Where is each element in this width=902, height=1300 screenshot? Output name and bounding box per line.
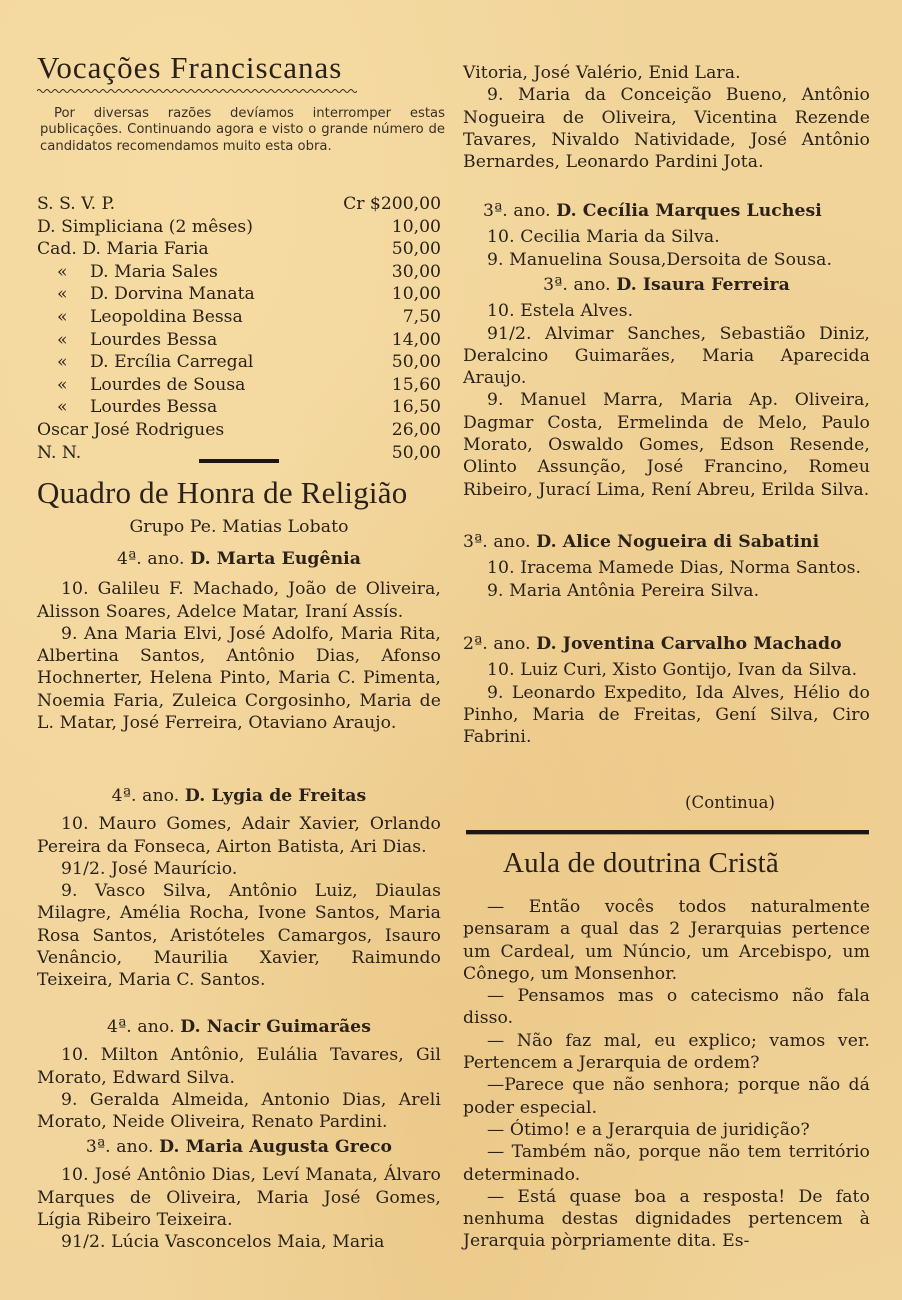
class-year: 4ª. ano. bbox=[106, 1017, 175, 1037]
ditto-mark: « bbox=[57, 397, 68, 418]
grade-list: 9. Manuel Marra, Maria Ap. Oliveira, Dagmar Costa, Ermelinda de Melo, Paulo Morato, Oswaldo Gomes, Edson Resende, Olinto Assunção, José Francino, Romeu Ribeiro, Jurací Lima, Rení Abreu, Erilda Silva. bbox=[463, 390, 870, 500]
class-section bbox=[463, 274, 870, 501]
dialogue-paragraph: — Também não, porque não tem território determinado. bbox=[463, 1142, 870, 1185]
donation-row bbox=[37, 374, 441, 397]
grade-list: 9. Maria da Conceição Bueno, Antônio Nogueira de Oliveira, Vicentina Rezende Tavares, Nivaldo Natividade, José Antônio Bernardes, Leonardo Pardini Jota. bbox=[463, 85, 870, 173]
class-year: 3ª. ano. bbox=[463, 532, 531, 552]
class-heading bbox=[37, 548, 441, 570]
ditto-mark: « bbox=[57, 261, 68, 282]
teacher-name: D. Marta Eugênia bbox=[190, 549, 362, 569]
grade-list: 9. Geralda Almeida, Antonio Dias, Areli Morato, Neide Oliveira, Renato Pardini. bbox=[37, 1089, 441, 1133]
dialogue-paragraph: — Ótimo! e a Jerarquia de juridição? bbox=[487, 1119, 810, 1140]
dialogue-paragraph: — Pensamos mas o catecismo não fala disso. bbox=[463, 986, 870, 1029]
grade-list: 9. Leonardo Expedito, Ida Alves, Hélio do Pinho, Maria de Freitas, Gení Silva, Ciro Fabrini. bbox=[463, 682, 870, 748]
donation-amount: 10,00 bbox=[391, 216, 441, 237]
aula-title: Aula de doutrina Cristã bbox=[503, 847, 780, 879]
donor-name: N. N. bbox=[37, 442, 82, 463]
teacher-name: D. Cecília Marques Luchesi bbox=[556, 201, 822, 221]
grade-list: 91/2. Alvimar Sanches, Sebastião Diniz, Deralcino Guimarães, Maria Aparecida Araujo. bbox=[463, 323, 870, 389]
class-year: 4ª. ano. bbox=[111, 786, 180, 806]
donation-row bbox=[37, 216, 441, 239]
donor-name: Lourdes Bessa bbox=[90, 397, 218, 418]
dialogue-paragraph: — Não faz mal, eu explico; vamos ver. Pertencem a Jerarquia de ordem? bbox=[463, 1030, 870, 1074]
dialogue-paragraph: —Parece que não senhora; porque não dá poder especial. bbox=[463, 1075, 870, 1118]
donor-name: Lourdes Bessa bbox=[90, 329, 218, 350]
section-divider bbox=[466, 830, 869, 834]
donation-row bbox=[37, 261, 441, 284]
class-year: 4ª. ano. bbox=[116, 549, 185, 569]
donation-amount: 10,00 bbox=[391, 284, 441, 305]
donation-amount: 15,60 bbox=[391, 374, 441, 395]
grade-list: 10. Milton Antônio, Eulália Tavares, Gil Morato, Edward Silva. bbox=[37, 1045, 441, 1088]
grade-list: 9. Vasco Silva, Antônio Luiz, Diaulas Milagre, Amélia Rocha, Ivone Santos, Maria Rosa Santos, Aristóteles Camargos, Isauro Venâncio, Maurilia Xavier, Raimundo Teixeira, Maria C. Santos. bbox=[37, 881, 441, 991]
teacher-name: D. Nacir Guimarães bbox=[180, 1017, 371, 1037]
quadro-title: Quadro de Honra de Religião bbox=[37, 475, 408, 510]
donor-name: D. Maria Sales bbox=[90, 261, 218, 282]
class-year: 3ª. ano. bbox=[85, 1137, 154, 1157]
grade-list: 10. Cecilia Maria da Silva. bbox=[487, 227, 720, 248]
grade-list: 9. Manuelina Sousa,Dersoita de Sousa. bbox=[487, 249, 833, 270]
grade-list: 9. Ana Maria Elvi, José Adolfo, Maria Rita, Albertina Santos, Antônio Dias, Afonso Hochnerter, Helena Pinto, Maria C. Pimenta, Noemia Faria, Zuleica Corgosinho, Maria de L. Matar, José Ferreira, Otaviano Araujo. bbox=[37, 623, 441, 734]
donor-name: Cad. D. Maria Faria bbox=[37, 239, 209, 260]
donation-row bbox=[37, 306, 441, 329]
donor-name: Oscar José Rodrigues bbox=[37, 419, 225, 440]
teacher-name: D. Lygia de Freitas bbox=[184, 786, 367, 806]
donor-name: D. Ercília Carregal bbox=[90, 352, 254, 373]
class-section bbox=[463, 633, 870, 748]
vocacoes-title: Vocações Franciscanas bbox=[37, 50, 343, 85]
donor-name: S. S. V. P. bbox=[37, 194, 116, 214]
class-year: 3ª. ano. bbox=[543, 275, 611, 295]
teacher-name: D. Joventina Carvalho Machado bbox=[536, 634, 842, 654]
donation-amount: 14,00 bbox=[391, 329, 441, 350]
class-heading bbox=[463, 274, 870, 296]
wavy-underline bbox=[37, 88, 357, 94]
continued-list bbox=[463, 62, 870, 173]
dialogue-paragraph: — Então vocês todos naturalmente pensaram a qual das 2 Jerarquias pertence um Cardeal, um Núncio, um Arcebispo, um Cônego, um Monsenhor. bbox=[463, 897, 870, 984]
grade-list: 10. Iracema Mamede Dias, Norma Santos. bbox=[487, 558, 862, 579]
dialogue-paragraph: — Está quase boa a resposta! De fato nenhuma destas dignidades pertencem à Jerarquia pòrpriamente dita. Es- bbox=[463, 1186, 870, 1252]
class-heading bbox=[463, 200, 870, 222]
ditto-mark: « bbox=[57, 306, 68, 327]
class-section bbox=[37, 548, 441, 734]
dialogue bbox=[463, 896, 870, 1253]
donor-name: D. Simpliciana (2 mêses) bbox=[37, 216, 253, 237]
class-section bbox=[37, 1016, 441, 1133]
ditto-mark: « bbox=[57, 374, 68, 395]
donation-amount: 50,00 bbox=[391, 352, 441, 373]
ditto-mark: « bbox=[57, 329, 68, 350]
continua-note: (Continua) bbox=[685, 793, 776, 812]
donation-row bbox=[37, 238, 441, 261]
donation-row bbox=[37, 329, 441, 352]
grade-list: 9. Maria Antônia Pereira Silva. bbox=[487, 580, 760, 601]
ditto-mark: « bbox=[57, 284, 68, 305]
quadro-group bbox=[37, 516, 441, 538]
class-section bbox=[37, 1136, 441, 1253]
donation-row bbox=[37, 419, 441, 442]
donation-amount: 7,50 bbox=[402, 306, 441, 327]
grade-list: 10. Estela Alves. bbox=[487, 301, 634, 322]
class-section bbox=[463, 531, 870, 602]
teacher-name: D. Isaura Ferreira bbox=[616, 275, 790, 295]
donations-list bbox=[37, 193, 441, 464]
donation-amount: 26,00 bbox=[391, 419, 441, 440]
donation-row bbox=[37, 351, 441, 374]
donation-row bbox=[37, 193, 441, 216]
donor-name: Leopoldina Bessa bbox=[90, 306, 243, 327]
class-heading bbox=[37, 1136, 441, 1158]
donation-amount: 50,00 bbox=[391, 442, 441, 463]
grade-list: 91/2. Lúcia Vasconcelos Maia, Maria bbox=[61, 1232, 385, 1253]
vocacoes-intro: Por diversas razões devíamos interromper estas publicações. Continuando agora e visto o grande número de candidatos recomendamos muito esta obra. bbox=[40, 106, 445, 154]
class-heading bbox=[37, 1016, 441, 1038]
class-heading bbox=[37, 785, 441, 807]
teacher-name: D. Alice Nogueira di Sabatini bbox=[536, 532, 820, 552]
donor-name: D. Dorvina Manata bbox=[90, 284, 255, 305]
group-name: Grupo Pe. Matias Lobato bbox=[129, 517, 349, 537]
grade-list: 10. Galileu F. Machado, João de Oliveira, Alisson Soares, Adelce Matar, Iraní Assís. bbox=[37, 579, 441, 622]
donation-amount: 50,00 bbox=[391, 239, 441, 260]
class-year: 3ª. ano. bbox=[483, 201, 551, 221]
donation-amount: Cr $200,00 bbox=[343, 194, 441, 214]
grade-list: 10. Mauro Gomes, Adair Xavier, Orlando Pereira da Fonseca, Airton Batista, Ari Dias. bbox=[37, 814, 441, 857]
class-section bbox=[463, 200, 870, 271]
donation-row bbox=[37, 396, 441, 419]
donation-amount: 30,00 bbox=[391, 261, 441, 282]
grade-list: 10. José Antônio Dias, Leví Manata, Álvaro Marques de Oliveira, Maria José Gomes, Lígia Ribeiro Teixeira. bbox=[37, 1165, 441, 1230]
class-section bbox=[37, 785, 441, 992]
class-year: 2ª. ano. bbox=[463, 634, 531, 654]
donation-row bbox=[37, 283, 441, 306]
grade-list: Vitoria, José Valério, Enid Lara. bbox=[463, 63, 741, 83]
grade-list: 10. Luiz Curi, Xisto Gontijo, Ivan da Silva. bbox=[487, 660, 858, 681]
class-heading bbox=[463, 633, 870, 655]
teacher-name: D. Maria Augusta Greco bbox=[159, 1137, 393, 1157]
grade-list: 91/2. José Maurício. bbox=[61, 858, 238, 879]
ditto-mark: « bbox=[57, 352, 68, 373]
section-divider bbox=[199, 459, 279, 463]
class-heading bbox=[463, 531, 870, 553]
donation-amount: 16,50 bbox=[391, 397, 441, 418]
donor-name: Lourdes de Sousa bbox=[90, 374, 246, 395]
